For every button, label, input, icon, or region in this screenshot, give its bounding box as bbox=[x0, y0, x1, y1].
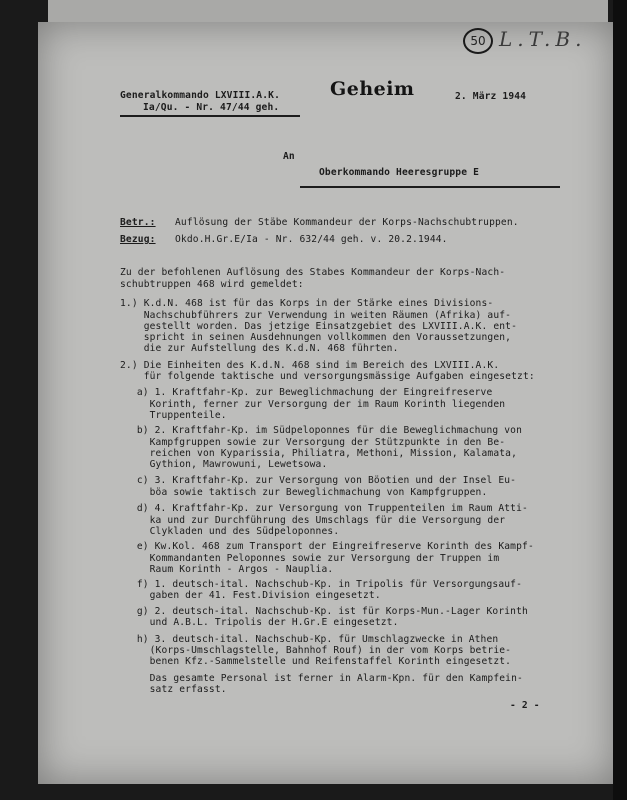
archive-number-stamp: 50 bbox=[463, 28, 493, 54]
body-line: benen Kfz.-Sammelstelle und Reifenstaffel Korinth eingesetzt. bbox=[120, 656, 512, 667]
body-line: Zu der befohlenen Auflösung des Stabes Kommandeur der Korps-Nach- bbox=[120, 267, 506, 278]
body-line: Clykladen und des Südpeloponnes. bbox=[120, 526, 340, 537]
recipient-underline bbox=[300, 186, 560, 188]
scan-edge bbox=[613, 0, 627, 800]
body-line: reichen von Kyparissia, Philiatra, Methoni, Mission, Kalamata, bbox=[120, 448, 518, 459]
reference-label: Bezug: bbox=[120, 234, 156, 245]
body-line: satz erfasst. bbox=[120, 684, 227, 695]
body-line: ka und zur Durchführung des Umschlags für die Versorgung der bbox=[120, 515, 506, 526]
subject-label: Betr.: bbox=[120, 217, 156, 228]
document-date: 2. März 1944 bbox=[455, 91, 527, 102]
body-line: Raum Korinth - Argos - Nauplia. bbox=[120, 564, 334, 575]
body-line: gaben der 41. Fest.Division eingesetzt. bbox=[120, 590, 381, 601]
body-line: 2.) Die Einheiten des K.d.N. 468 sind im Bereich des LXVIII.A.K. bbox=[120, 360, 500, 371]
body-line: böa sowie taktisch zur Beweglichmachung von Kampfgruppen. bbox=[120, 487, 488, 498]
body-line: b) 2. Kraftfahr-Kp. im Südpeloponnes für die Beweglichmachung von bbox=[125, 425, 523, 436]
sender-line-2: Ia/Qu. - Nr. 47/44 geh. bbox=[143, 102, 280, 113]
address-to-label: An bbox=[283, 151, 295, 162]
body-line: Truppenteile. bbox=[120, 410, 227, 421]
body-line: Nachschubführers zur Verwendung in weiten Räumen (Afrika) auf- bbox=[120, 310, 512, 321]
body-line: 1.) K.d.N. 468 ist für das Korps in der Stärke eines Divisions- bbox=[120, 298, 494, 309]
body-line: Korinth, ferner zur Versorgung der im Raum Korinth liegenden bbox=[120, 399, 506, 410]
recipient: Oberkommando Heeresgruppe E bbox=[319, 167, 479, 178]
sender-line-1: Generalkommando LXVIII.A.K. bbox=[120, 90, 280, 101]
body-line: und A.B.L. Tripolis der H.Gr.E eingesetzt. bbox=[120, 617, 399, 628]
sender-underline bbox=[120, 115, 300, 117]
body-line: Das gesamte Personal ist ferner in Alarm-Kpn. für den Kampfein- bbox=[120, 673, 523, 684]
body-line: e) Kw.Kol. 468 zum Transport der Eingreifreserve Korinth des Kampf- bbox=[125, 541, 534, 552]
body-line: für folgende taktische und versorgungsmässige Aufgaben eingesetzt: bbox=[120, 371, 535, 382]
body-line: schubtruppen 468 wird gemeldet: bbox=[120, 279, 304, 290]
classification-stamp: Geheim bbox=[330, 78, 415, 100]
body-line: g) 2. deutsch-ital. Nachschub-Kp. ist für Korps-Mun.-Lager Korinth bbox=[125, 606, 528, 617]
page-number: - 2 - bbox=[510, 700, 540, 711]
body-line: Kampfgruppen sowie zur Versorgung der Stützpunkte in den Be- bbox=[120, 437, 506, 448]
body-line: gestellt worden. Das jetzige Einsatzgebiet des LXVIII.A.K. ent- bbox=[120, 321, 518, 332]
subject-text: Auflösung der Stäbe Kommandeur der Korps-Nachschubtruppen. bbox=[175, 217, 519, 228]
body-line: d) 4. Kraftfahr-Kp. zur Versorgung von Truppenteilen im Raum Atti- bbox=[125, 503, 528, 514]
body-line: f) 1. deutsch-ital. Nachschub-Kp. in Tripolis für Versorgungsauf- bbox=[125, 579, 523, 590]
body-line: spricht in seinen Ausdehnungen vollkommen den Voraussetzungen, bbox=[120, 332, 512, 343]
body-line: (Korps-Umschlagstelle, Bahnhof Rouf) in der vom Korps betrie- bbox=[120, 645, 512, 656]
body-line: h) 3. deutsch-ital. Nachschub-Kp. für Umschlagzwecke in Athen bbox=[125, 634, 499, 645]
body-line: Kommandanten Peloponnes sowie zur Versorgung der Truppen im bbox=[120, 553, 500, 564]
body-line: Gythion, Mawrowuni, Lewetsowa. bbox=[120, 459, 328, 470]
body-line: die zur Aufstellung des K.d.N. 468 führten. bbox=[120, 343, 399, 354]
reference-text: Okdo.H.Gr.E/Ia - Nr. 632/44 geh. v. 20.2.1944. bbox=[175, 234, 448, 245]
body-line: a) 1. Kraftfahr-Kp. zur Beweglichmachung der Eingreifreserve bbox=[125, 387, 493, 398]
body-line: c) 3. Kraftfahr-Kp. zur Versorgung von Böotien und der Insel Eu- bbox=[125, 475, 517, 486]
archive-mark: L.T.B. bbox=[499, 27, 587, 51]
